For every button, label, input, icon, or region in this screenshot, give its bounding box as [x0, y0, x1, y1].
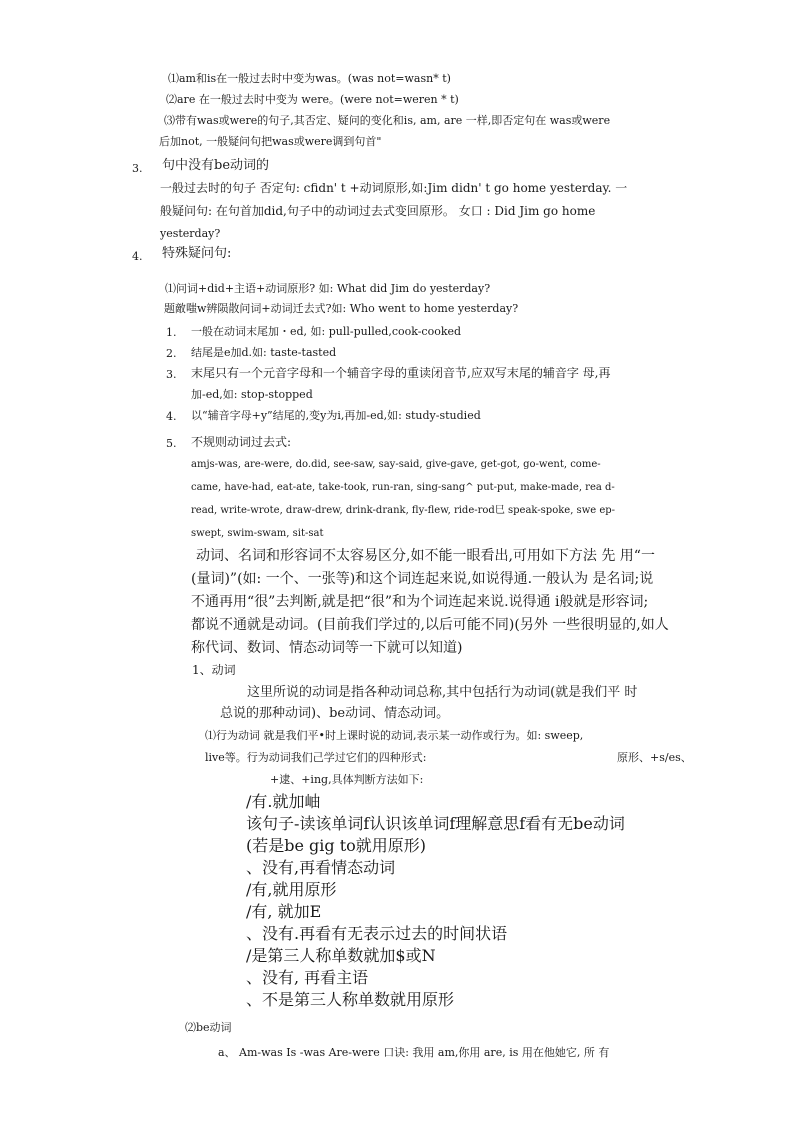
flow-step: 、没有,再看情态动词	[246, 858, 396, 877]
list-number: 3.	[132, 162, 143, 175]
text-line: swept, swim-swam, sit-sat	[191, 528, 324, 539]
list-number: 1.	[166, 326, 177, 339]
text-line: 题敵嗤w辨陨散问词+动词迁去式?如: Who went to home yesterday?	[164, 302, 519, 315]
text-line: 般疑问句: 在句首加did,句子中的动词过去式变回原形。 女口 : Did Jim go home	[160, 204, 596, 218]
flow-step: (若是be gig to就用原形)	[246, 836, 427, 855]
text-line: 末尾只有一个元音字母和一个辅音字母的重读闭音节,应双写末尾的辅音字 母,再	[191, 366, 611, 380]
list-number: 4.	[166, 410, 177, 423]
section-heading: ⑵be动词	[185, 1021, 232, 1034]
text-line: 以“辅音字母+y”结尾的,变y为i,再加-ed,如: study-studied	[191, 409, 481, 422]
text-line: 不规则动词过去式:	[191, 435, 292, 449]
text-line: came, have-had, eat-ate, take-took, run-ran, sing-sang^ put-put, make-made, rea d-	[191, 482, 615, 493]
flow-step: /有,就用原形	[246, 880, 337, 899]
text-line: ⑴问词+did+主语+动词原形? 如: What did Jim do yesterday?	[165, 282, 491, 295]
text-line: ⑴行为动词 就是我们平•时上课时说的动词,表示某一动作或行为。如: sweep,	[205, 729, 584, 742]
list-number: 3.	[166, 368, 177, 381]
text-line: 总说的那种动词)、be动词、情态动词。	[220, 706, 450, 721]
flow-step: /是第三人称单数就加$或N	[246, 946, 436, 965]
list-number: 4.	[132, 250, 143, 263]
text-line: +逮、+ing,具体判断方法如下:	[270, 773, 424, 786]
list-number: 5.	[166, 437, 177, 450]
section-heading: 1、动词	[192, 663, 236, 677]
text-line: ⑵are 在一般过去时中变为 were。(were not=weren * t)	[166, 93, 459, 106]
text-line: ⑴am和is在一般过去时中变为was。(was not=wasn* t)	[168, 72, 451, 85]
text-line: live等。行为动词我们己学过它们的四种形式:	[205, 751, 427, 764]
flow-step: 该句子-读该单词f认识该单词f理解意思f看有无be动词	[246, 814, 625, 833]
flow-step: 、没有, 再看主语	[246, 968, 369, 987]
text-line: ⑶带有was或were的句子,其否定、疑问的变化和is, am, are 一样,即否定句在 was或were	[164, 114, 611, 127]
text-line: 称代词、数词、情态动词等一下就可以知道)	[191, 640, 463, 656]
flow-step: /有, 就加E	[246, 902, 322, 921]
text-line: 都说不通就是动词。(目前我们学过的,以后可能不同)(另外 一些很明显的,如人	[191, 617, 669, 633]
list-number: 2.	[166, 347, 177, 360]
text-line: 后加not, 一般疑问句把was或were调到句首"	[159, 135, 382, 148]
section-heading: 句中没有be动词的	[162, 158, 270, 173]
flow-step: /有.就加岫	[246, 792, 321, 811]
text-line: 结尾是e加d.如: taste-tasted	[191, 346, 337, 359]
text-line: yesterday?	[160, 227, 221, 240]
section-heading: 特殊疑问句:	[162, 246, 232, 261]
text-line: (量词)”(如: 一个、一张等)和这个词连起来说,如说得通.一般认为 是名词;说	[191, 571, 654, 587]
text-line: 原形、+s/es、	[617, 751, 692, 764]
flow-step: 、不是第三人称单数就用原形	[246, 990, 455, 1009]
text-line: 一般在动词末尾加・ed, 如: pull-pulled,cook-cooked	[191, 325, 462, 338]
text-line: 加-ed,如: stop-stopped	[191, 388, 313, 401]
text-line: 这里所说的动词是指各种动词总称,其中包括行为动词(就是我们平 时	[247, 685, 638, 700]
text-line: amjs-was, are-were, do.did, see-saw, say-said, give-gave, get-got, go-went, come-	[191, 459, 601, 470]
text-line: read, write-wrote, draw-drew, drink-drank, fly-flew, ride-rod巳 speak-spoke, swe ep-	[191, 505, 616, 516]
flow-step: 、没有.再看有无表示过去的时间状语	[246, 924, 508, 943]
text-line: a、 Am-was Is -was Are-were 口诀: 我用 am,你用 are, is 用在他她它, 所 有	[218, 1046, 610, 1059]
text-line: 不通再用“很”去判断,就是把“很”和为个词连起来说.说得通 i般就是形容词;	[191, 594, 649, 610]
text-line: 一般过去时的句子 否定句: cfidn' t +动词原形,如:Jim didn' t go home yesterday. 一	[160, 181, 628, 195]
text-line: 动词、名词和形容词不太容易区分,如不能一眼看出,可用如下方法 先 用“一	[196, 548, 655, 564]
